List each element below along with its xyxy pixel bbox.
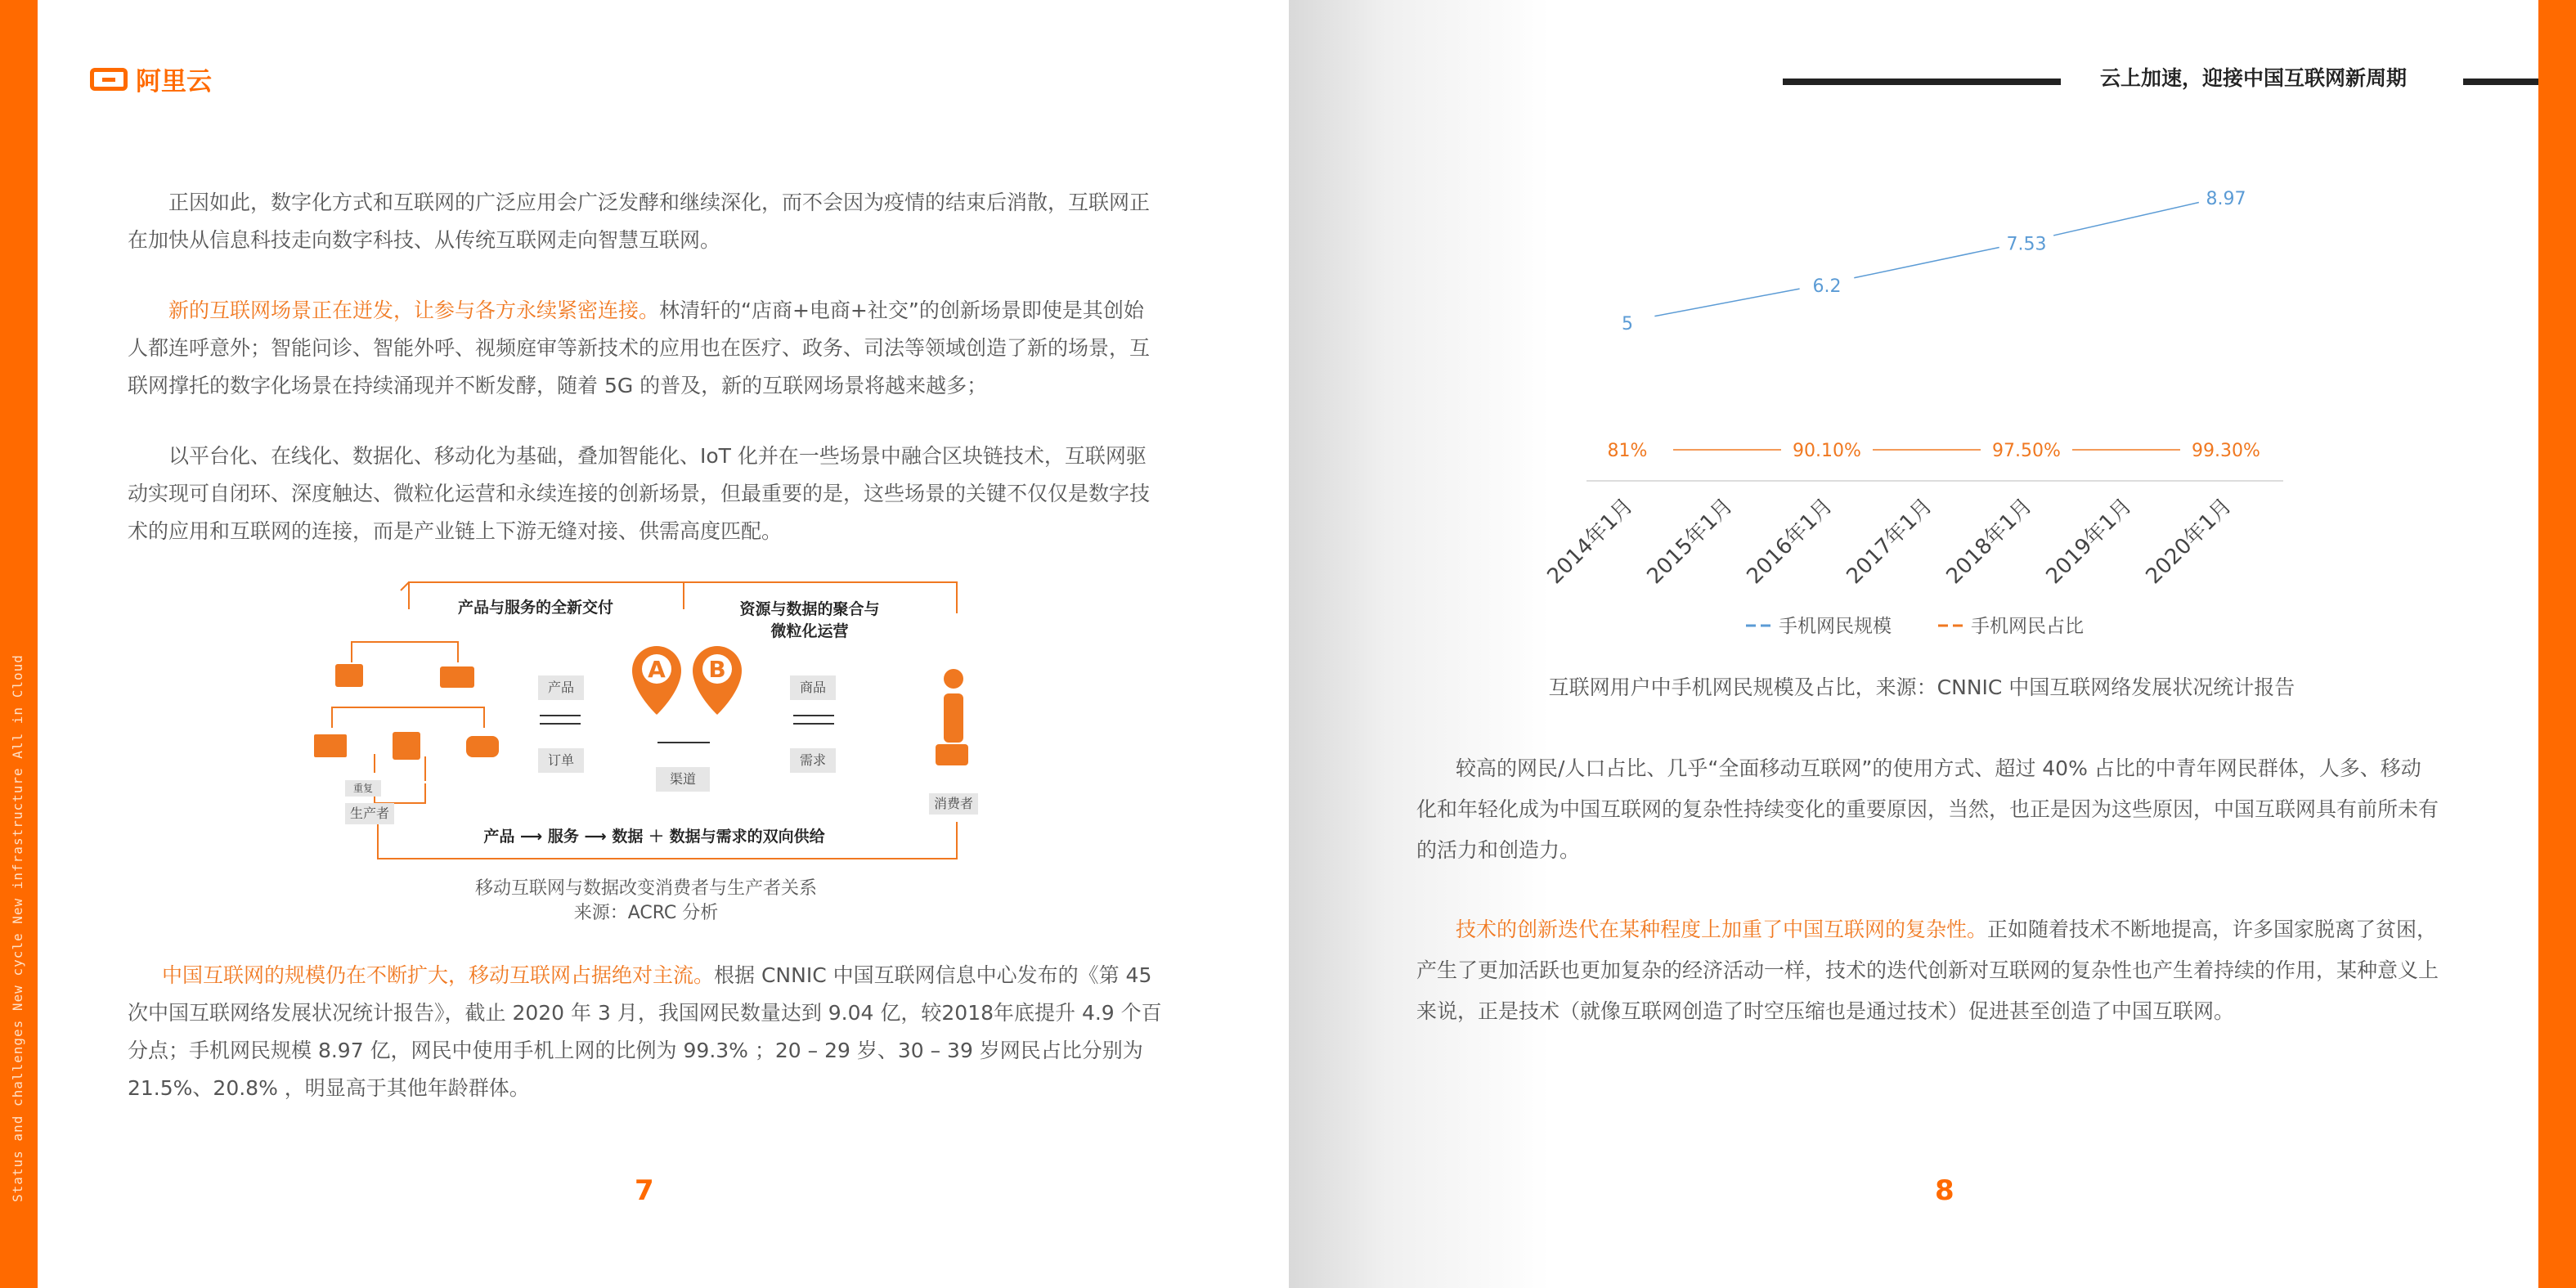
box-product: 产品 — [538, 675, 584, 700]
box-demand: 需求 — [790, 748, 836, 773]
p4-highlight: 中国互联网的规模仍在不断扩大，移动互联网占据绝对主流。 — [162, 963, 715, 987]
chart-caption: 互联网用户中手机网民规模及占比，来源：CNNIC 中国互联网络发展状况统计报告 — [1548, 675, 2296, 699]
data-label: 8.97 — [2206, 189, 2246, 209]
x-tick-label: 2018年1月 — [1941, 493, 2037, 590]
x-tick-label: 2016年1月 — [1742, 493, 1838, 590]
legend-label: 手机网民占比 — [1971, 616, 2084, 637]
x-tick-label: 2015年1月 — [1642, 493, 1738, 590]
mobile-users-chart — [1537, 172, 2314, 646]
p3-line: 动实现可自闭环、深度触达、微粒化运营和永续连接的创新场景，但最重要的是，这些场景的关键不仅仅是数字技 — [128, 482, 1151, 505]
p2-highlight: 新的互联网场景正在迸发，让参与各方永续紧密连接。 — [168, 298, 660, 322]
series-line-segment — [1854, 247, 1999, 277]
p3-line: 术的应用和互联网的连接，而是产业链上下游无缝对接、供需高度匹配。 — [128, 519, 783, 543]
box-order: 订单 — [538, 748, 584, 773]
pin-b-icon: B — [708, 656, 726, 683]
x-tick-label: 2017年1月 — [1842, 493, 1937, 590]
aliyun-logo-icon — [90, 68, 128, 91]
x-tick-label: 2019年1月 — [2041, 493, 2137, 590]
logo-text: 阿里云 — [136, 67, 212, 96]
diagram-bottom-label: 产品 ⟶ 服务 ⟶ 数据 ＋ 数据与需求的双向供给 — [466, 824, 842, 846]
p4-line: 21.5%、20.8% ，明显高于其他年龄群体。 — [128, 1076, 530, 1100]
diagram-caption: 移动互联网与数据改变消费者与生产者关系 来源：ACRC 分析 — [474, 878, 817, 923]
left-paragraph-2 — [128, 292, 1166, 405]
p1-line: 在加快从信息科技走向数字科技、从传统互联网走向智慧互联网。 — [128, 228, 721, 252]
left-paragraph-1 — [128, 184, 1166, 259]
data-label: 5 — [1622, 314, 1633, 334]
header-title: 云上加速，迎接中国互联网新周期 — [2100, 66, 2408, 90]
series-line-segment — [1654, 289, 1799, 316]
aliyun-logo — [90, 61, 212, 97]
header-rule-right — [2463, 79, 2538, 85]
p4-text: 根据 CNNIC 中国互联网信息中心发布的《第 45 — [714, 963, 1152, 987]
legend-label: 手机网民规模 — [1779, 616, 1892, 637]
box-channel: 渠道 — [656, 767, 710, 792]
page-number-left: 7 — [635, 1174, 654, 1207]
p2-line: 联网撑托的数字化场景在持续涌现并不断发酵，随着 5G 的普及，新的互联网场景将越来越多； — [128, 374, 988, 397]
left-paragraph-4 — [128, 957, 1166, 1107]
r-p2-text: 正如随着技术不断地提高，许多国家脱离了贫困， — [1987, 918, 2438, 941]
vertical-side-text: Status and challenges New cycle New infrastructure All in Cloud — [10, 654, 25, 1202]
data-label: 90.10% — [1793, 441, 1861, 461]
right-paragraph-1: 较高的网民/人口占比、几乎“全面移动互联网”的使用方式、超过 40% 占比的中青年网民群体，人多、移动 化和年轻化成为中国互联网的复杂性持续变化的重要原因，当然，也正是因为这些原因，中国互联网具有前所未有 的活力和创造力。 — [1416, 756, 2439, 862]
x-tick-label: 2020年1月 — [2141, 493, 2237, 590]
p1-line: 正因如此，数字化方式和互联网的广泛应用会广泛发酵和继续深化，而不会因为疫情的结束后消散，互联网正 — [168, 191, 1151, 214]
p4-line: 次中国互联网络发展状况统计报告》，截止 2020 年 3 月，我国网民数量达到 9.04 亿，较2018年底提升 4.9 个百 — [128, 1001, 1162, 1025]
p4-line: 分点；手机网民规模 8.97 亿，网民中使用手机上网的比例为 99.3% ；20 – 29 岁、30 – 39 岁网民占比分别为 — [128, 1039, 1143, 1062]
right-orange-edge — [2538, 0, 2576, 1288]
data-label: 81% — [1607, 441, 1648, 461]
ecosystem-diagram — [303, 572, 990, 867]
r-p2-highlight: 技术的创新迭代在某种程度上加重了中国互联网的复杂性。 — [1456, 918, 1988, 941]
diagram-top-left-label: 产品与服务的全新交付 — [457, 599, 613, 617]
producer-label: 生产者 — [345, 803, 394, 824]
consumer-label: 消费者 — [929, 793, 978, 815]
x-tick-label: 2014年1月 — [1542, 493, 1638, 590]
data-label: 97.50% — [1992, 441, 2061, 461]
right-paragraph-2: 技术的创新迭代在某种程度上加重了中国互联网的复杂性。正如随着技术不断地提高，许多国家脱离了贫困， 产生了更加活跃也更加复杂的经济活动一样，技术的迭代创新对互联网的复杂性也产生着持续的作用，某种意义上 来说，正是技术（就像互联网创造了时空压缩也是通过技术）促进甚至创造了中国互联网。 — [1416, 918, 2439, 1023]
box-goods: 商品 — [790, 675, 836, 700]
header-rule — [1783, 79, 2061, 85]
series-line-segment — [2053, 203, 2199, 236]
p3-line: 以平台化、在线化、数据化、移动化为基础，叠加智能化、IoT 化并在一些场景中融合区块链技术，互联网驱 — [168, 444, 1147, 468]
p2-line: 人都连呼意外；智能问诊、智能外呼、视频庭审等新技术的应用也在医疗、政务、司法等领域创造了新的场景，互 — [128, 336, 1151, 360]
data-label: 99.30% — [2192, 441, 2260, 461]
small-label: 重复 — [345, 780, 381, 797]
data-label: 7.53 — [2006, 234, 2047, 255]
data-label: 6.2 — [1812, 276, 1842, 297]
diagram-top-right-label: 资源与数据的聚合与 微粒化运营 — [739, 600, 880, 640]
left-paragraph-3 — [128, 438, 1166, 550]
p2-text: 林清轩的“店商+电商+社交”的创新场景即使是其创始 — [659, 298, 1144, 322]
pin-a-icon: A — [648, 656, 666, 683]
page-number-right: 8 — [1935, 1174, 1954, 1207]
